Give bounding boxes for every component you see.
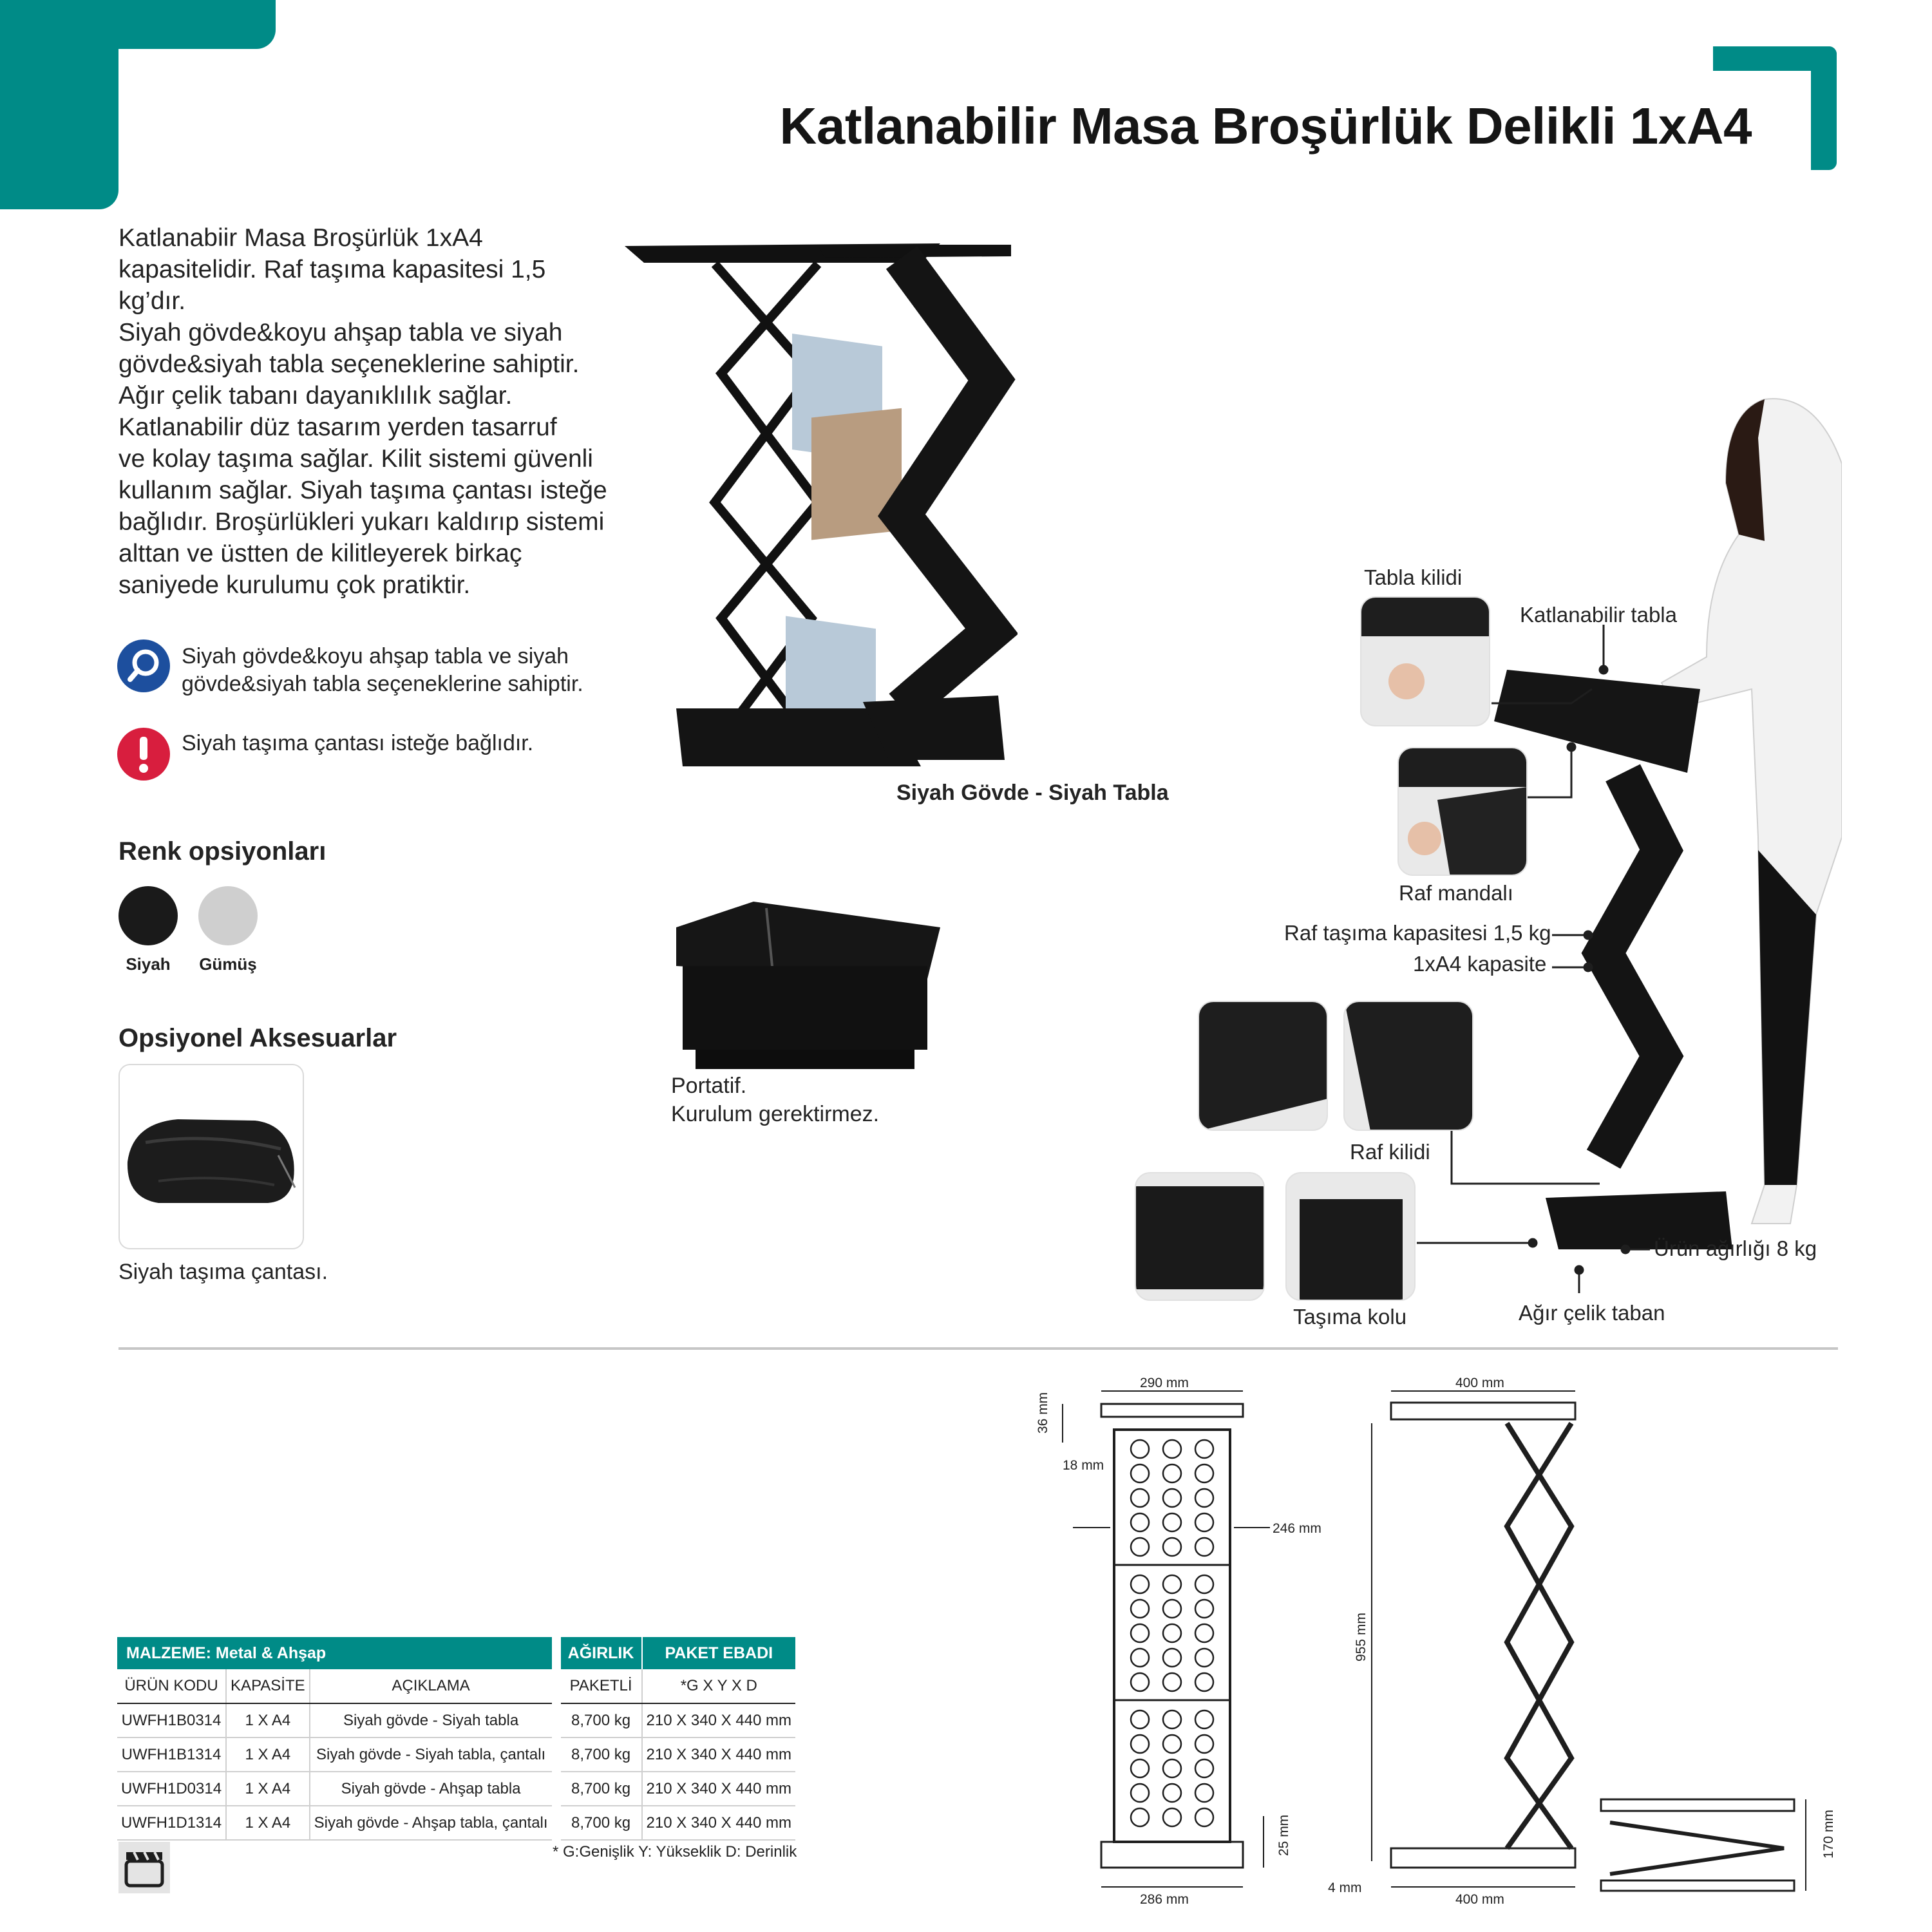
product-photo-caption: Siyah Gövde - Siyah Tabla — [896, 781, 1169, 805]
description-line: Katlanabiir Masa Broşürlük 1xA4 — [118, 224, 483, 252]
corner-accent-right — [1811, 46, 1837, 170]
cell-code: UWFH1B1314 — [117, 1738, 226, 1772]
panel-hole — [1131, 1784, 1149, 1802]
cell-description: Siyah gövde - Ahşap tabla — [310, 1772, 552, 1806]
panel-hole — [1131, 1464, 1149, 1482]
panel-hole — [1195, 1489, 1213, 1507]
table-header-weight: AĞIRLIK — [561, 1637, 642, 1669]
panel-hole — [1163, 1513, 1181, 1531]
table-gap — [552, 1637, 561, 1669]
detail-photo-shelf-latch — [1397, 747, 1528, 876]
panel-hole — [1163, 1784, 1181, 1802]
dim-side-base-offset: 4 mm — [1328, 1880, 1362, 1895]
table-gap — [552, 1806, 561, 1840]
panel-hole — [1195, 1735, 1213, 1753]
cell-weight: 8,700 kg — [561, 1772, 642, 1806]
cell-code: UWFH1B0314 — [117, 1703, 226, 1738]
table-row — [117, 1738, 795, 1772]
color-label-black: Siyah — [126, 954, 171, 974]
portable-caption-line: Portatif. — [671, 1074, 747, 1098]
cell-description: Siyah gövde - Siyah tabla, çantalı — [310, 1738, 552, 1772]
panel-hole — [1195, 1624, 1213, 1642]
panel-hole — [1131, 1440, 1149, 1458]
cell-capacity: 1 X A4 — [226, 1738, 310, 1772]
carry-bag-image[interactable] — [118, 1064, 304, 1249]
dim-front-base-height: 25 mm — [1276, 1814, 1291, 1856]
panel-hole — [1163, 1759, 1181, 1777]
table-row — [117, 1806, 795, 1840]
cell-package: 210 X 340 X 440 mm — [642, 1738, 795, 1772]
detail-photo-carry-handle-1 — [1135, 1172, 1265, 1301]
callout-table-lock: Tabla kilidi — [1364, 565, 1463, 589]
dim-front-top-width: 290 mm — [1140, 1376, 1189, 1390]
cell-package: 210 X 340 X 440 mm — [642, 1703, 795, 1738]
product-photo-stands — [618, 232, 1018, 786]
cell-description: Siyah gövde - Siyah tabla — [310, 1703, 552, 1738]
panel-hole — [1195, 1600, 1213, 1618]
panel-hole — [1195, 1710, 1213, 1728]
front-view-drawing — [1036, 1376, 1321, 1907]
description-line: alttan ve üstten de kilitleyerek birkaç — [118, 540, 522, 567]
info-icon — [117, 639, 170, 692]
color-swatch-black[interactable] — [118, 886, 178, 945]
cell-package: 210 X 340 X 440 mm — [642, 1772, 795, 1806]
panel-hole — [1195, 1673, 1213, 1691]
detail-photo-carry-handle-2 — [1285, 1172, 1416, 1301]
panel-hole — [1131, 1673, 1149, 1691]
column-header-package-dims: *G X Y X D — [642, 1669, 795, 1703]
panel-hole — [1195, 1649, 1213, 1667]
color-swatch-silver[interactable] — [198, 886, 258, 945]
panel-hole — [1163, 1575, 1181, 1593]
panel-hole — [1163, 1464, 1181, 1482]
cell-package: 210 X 340 X 440 mm — [642, 1806, 795, 1840]
panel-hole — [1131, 1649, 1149, 1667]
description-line: ve kolay taşıma sağlar. Kilit sistemi güvenli — [118, 445, 593, 473]
panel-hole — [1131, 1538, 1149, 1556]
warning-note: Siyah taşıma çantası isteğe bağlıdır. — [182, 731, 534, 755]
table-header-material: MALZEME: Metal & Ahşap — [117, 1637, 552, 1669]
panel-hole — [1163, 1649, 1181, 1667]
dim-side-height: 955 mm — [1354, 1613, 1368, 1662]
description-line: gövde&siyah tabla seçeneklerine sahiptir. — [118, 350, 580, 378]
callout-shelf-latch: Raf mandalı — [1399, 881, 1513, 905]
cell-code: UWFH1D0314 — [117, 1772, 226, 1806]
carry-bag-icon — [120, 1065, 303, 1248]
table-row — [117, 1703, 795, 1738]
panel-hole — [1195, 1513, 1213, 1531]
accessory-caption: Siyah taşıma çantası. — [118, 1260, 328, 1284]
dim-front-top-height: 36 mm — [1036, 1392, 1050, 1434]
panel-hole — [1163, 1808, 1181, 1826]
panel-hole — [1195, 1784, 1213, 1802]
panel-hole — [1131, 1489, 1149, 1507]
table-gap — [552, 1772, 561, 1806]
panel-hole — [1163, 1440, 1181, 1458]
person-with-stand-image — [1494, 386, 1842, 1288]
info-note — [182, 643, 632, 698]
dim-front-panel-width: 246 mm — [1273, 1521, 1321, 1536]
panel-hole — [1195, 1440, 1213, 1458]
panel-hole — [1131, 1808, 1149, 1826]
panel-hole — [1163, 1489, 1181, 1507]
dim-front-gap: 18 mm — [1063, 1458, 1104, 1473]
cell-description: Siyah gövde - Ahşap tabla, çantalı — [310, 1806, 552, 1840]
panel-hole — [1131, 1759, 1149, 1777]
description-line: Siyah gövde&koyu ahşap tabla ve siyah — [118, 319, 563, 346]
product-description — [118, 222, 608, 601]
page-title: Katlanabilir Masa Broşürlük Delikli 1xA4 — [779, 97, 1752, 155]
description-line: Ağır çelik tabanı dayanıklılık sağlar. — [118, 382, 513, 410]
technical-drawings — [1030, 1372, 1842, 1913]
description-line: saniyede kurulumu çok pratiktir. — [118, 571, 471, 599]
column-header-capacity: KAPASİTE — [226, 1669, 310, 1703]
table-gap — [552, 1738, 561, 1772]
dim-side-top-width: 400 mm — [1455, 1376, 1504, 1390]
callout-carry-handle: Taşıma kolu — [1293, 1305, 1407, 1329]
panel-hole — [1163, 1538, 1181, 1556]
color-options-heading: Renk opsiyonları — [118, 837, 327, 866]
detail-photo-shelf-lock-1 — [1198, 1001, 1328, 1131]
detail-photo-shelf-lock-2 — [1343, 1001, 1473, 1131]
panel-hole — [1163, 1710, 1181, 1728]
callout-shelf-capacity: Raf taşıma kapasitesi 1,5 kg — [1284, 921, 1551, 945]
panel-hole — [1131, 1710, 1149, 1728]
color-label-silver: Gümüş — [199, 954, 257, 974]
column-header-code: ÜRÜN KODU — [117, 1669, 226, 1703]
callout-product-weight: Ürün ağırlığı 8 kg — [1654, 1236, 1817, 1260]
portable-caption-line: Kurulum gerektirmez. — [671, 1102, 880, 1126]
cell-weight: 8,700 kg — [561, 1738, 642, 1772]
cell-weight: 8,700 kg — [561, 1703, 642, 1738]
description-line: Katlanabilir düz tasarım yerden tasarruf — [118, 413, 557, 441]
panel-hole — [1131, 1735, 1149, 1753]
side-view-drawing — [1328, 1376, 1575, 1907]
panel-hole — [1131, 1600, 1149, 1618]
video-icon[interactable] — [118, 1842, 170, 1893]
panel-hole — [1163, 1673, 1181, 1691]
cell-capacity: 1 X A4 — [226, 1703, 310, 1738]
panel-hole — [1131, 1513, 1149, 1531]
panel-hole — [1195, 1575, 1213, 1593]
accessories-heading: Opsiyonel Aksesuarlar — [118, 1024, 397, 1052]
callout-steel-base: Ağır çelik taban — [1519, 1301, 1665, 1325]
description-line: bağlıdır. Broşürlükleri yukarı kaldırıp sistemi — [118, 508, 605, 536]
cell-code: UWFH1D1314 — [117, 1806, 226, 1840]
warning-icon — [117, 728, 170, 781]
column-header-weight-packed: PAKETLİ — [561, 1669, 642, 1703]
table-header-package: PAKET EBADI — [642, 1637, 795, 1669]
panel-hole — [1131, 1624, 1149, 1642]
panel-hole — [1195, 1538, 1213, 1556]
description-line: kapasitelidir. Raf taşıma kapasitesi 1,5 kg’dır. — [118, 256, 546, 315]
cell-capacity: 1 X A4 — [226, 1806, 310, 1840]
folded-view-drawing — [1601, 1799, 1836, 1891]
info-note-line: gövde&siyah tabla seçeneklerine sahiptir. — [182, 672, 583, 696]
panel-hole — [1163, 1735, 1181, 1753]
product-table — [117, 1637, 795, 1841]
product-spec-table — [117, 1637, 795, 1841]
panel-hole — [1131, 1575, 1149, 1593]
folded-stand-image — [670, 889, 940, 1082]
column-header-description: AÇIKLAMA — [310, 1669, 552, 1703]
dim-side-base-width: 400 mm — [1455, 1892, 1504, 1907]
panel-hole — [1195, 1759, 1213, 1777]
section-divider — [118, 1347, 1838, 1350]
corner-accent-inner — [118, 49, 160, 90]
detail-photo-table-lock — [1360, 596, 1490, 726]
cell-capacity: 1 X A4 — [226, 1772, 310, 1806]
info-note-line: Siyah gövde&koyu ahşap tabla ve siyah — [182, 644, 569, 668]
table-footnote: * G:Genişlik Y: Yükseklik D: Derinlik — [553, 1843, 797, 1861]
description-line: kullanım sağlar. Siyah taşıma çantası isteğe — [118, 477, 607, 504]
table-gap — [552, 1669, 561, 1703]
panel-hole — [1195, 1464, 1213, 1482]
cell-weight: 8,700 kg — [561, 1806, 642, 1840]
table-row — [117, 1772, 795, 1806]
portable-caption — [671, 1072, 879, 1128]
corner-accent-left — [0, 0, 118, 209]
dim-front-base-width: 286 mm — [1140, 1892, 1189, 1907]
panel-hole — [1163, 1624, 1181, 1642]
dim-folded-height: 170 mm — [1821, 1810, 1836, 1859]
callout-shelf-lock: Raf kilidi — [1350, 1140, 1430, 1164]
panel-hole — [1195, 1808, 1213, 1826]
callout-foldable-table: Katlanabilir tabla — [1520, 603, 1677, 627]
panel-hole — [1163, 1600, 1181, 1618]
callout-a4-capacity: 1xA4 kapasite — [1413, 952, 1547, 976]
table-gap — [552, 1703, 561, 1738]
